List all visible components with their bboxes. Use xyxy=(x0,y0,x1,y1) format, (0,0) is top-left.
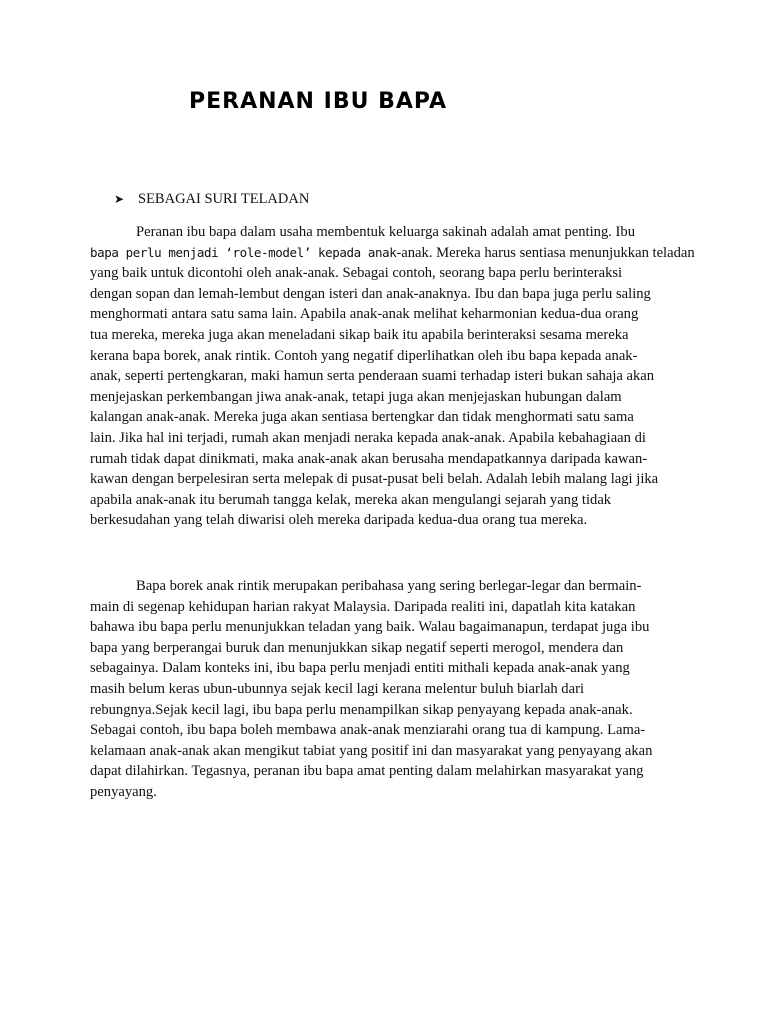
paragraph-line: menjejaskan perkembangan jiwa anak-anak, tetapi juga akan menjejaskan hubungan dalam xyxy=(90,388,622,405)
paragraph-line: kawan dengan berpelesiran serta melepak di pusat-pusat beli belah. Adalah lebih malang lagi jika xyxy=(90,471,659,488)
paragraph-line: kelamaan anak-anak akan mengikut tabiat yang positif ini dan masyarakat yang penyayang akan xyxy=(90,742,653,759)
paragraph-line: bapa yang berperangai buruk dan menunjukkan sikap negatif seperti merogol, mendera dan xyxy=(90,639,624,656)
paragraph-line: sebagainya. Dalam konteks ini, ibu bapa perlu menjadi entiti mithali kepada anak-anak yang xyxy=(90,660,630,677)
paragraph-line: penyayang. xyxy=(90,783,157,800)
section-heading-text: SEBAGAI SURI TELADAN xyxy=(138,191,310,207)
paragraph-line: lain. Jika hal ini terjadi, rumah akan menjadi neraka kepada anak-anak. Apabila kebahagiaan di xyxy=(90,429,646,446)
paragraph-1 xyxy=(90,222,695,531)
paragraph-line-fragment: bapa perlu menjadi ‘role-model’ kepada anak xyxy=(90,244,397,260)
paragraph-line: Bapa borek anak rintik merupakan peribahasa yang sering berlegar-legar dan bermain- xyxy=(136,578,642,594)
paragraph-line: rumah tidak dapat dinikmati, maka anak-anak akan berusaha mendapatkannya daripada kawan- xyxy=(90,450,648,467)
paragraph-line: menghormati antara satu sama lain. Apabila anak-anak melihat keharmonian kedua-dua orang xyxy=(90,306,639,323)
paragraph-line: bahawa ibu bapa perlu menunjukkan teladan yang baik. Walau bagaimanapun, terdapat juga ibu xyxy=(90,619,650,636)
paragraph-line: yang baik untuk dicontohi oleh anak-anak. Sebagai contoh, seorang bapa perlu berinteraksi xyxy=(90,265,623,282)
paragraph-line: anak, seperti pertengkaran, maki hamun serta penderaan suami terhadap isteri bukan sahaja akan xyxy=(90,368,655,385)
paragraph-line: Sebagai contoh, ibu bapa boleh membawa anak-anak menziarahi orang tua di kampung. Lama- xyxy=(90,722,646,739)
paragraph-line: Peranan ibu bapa dalam usaha membentuk keluarga sakinah adalah amat penting. Ibu xyxy=(136,224,635,240)
paragraph-line: dapat dilahirkan. Tegasnya, peranan ibu bapa amat penting dalam melahirkan masyarakat yang xyxy=(90,763,644,780)
paragraph-line: rebungnya.Sejak kecil lagi, ibu bapa perlu menampilkan sikap penyayang kepada anak-anak. xyxy=(90,701,633,718)
paragraph-line: kerana bapa borek, anak rintik. Contoh yang negatif diperlihatkan oleh ibu bapa kepada anak- xyxy=(90,347,638,364)
paragraph-line: masih belum keras ubun-ubunnya sejak kecil lagi kerana melentur buluh biarlah dari xyxy=(90,680,584,697)
paragraph-line: kalangan anak-anak. Mereka juga akan sentiasa bertengkar dan tidak menghormati satu sama xyxy=(90,409,634,426)
paragraph-line: main di segenap kehidupan harian rakyat Malaysia. Daripada realiti ini, dapatlah kita katakan xyxy=(90,598,636,615)
document-title: PERANAN IBU BAPA xyxy=(189,89,448,114)
paragraph-line: tua mereka, mereka juga akan meneladani sikap baik itu apabila berinteraksi sesama mereka xyxy=(90,326,629,343)
section-heading xyxy=(114,189,309,209)
paragraph-line-mixed xyxy=(90,243,695,264)
paragraph-line-fragment: -anak. Mereka harus sentiasa menunjukkan teladan xyxy=(396,244,695,261)
paragraph-line: dengan sopan dan lemah-lembut dengan isteri dan anak-anaknya. Ibu dan bapa juga perlu saling xyxy=(90,285,651,302)
arrowhead-bullet-icon: ➤ xyxy=(114,192,125,206)
paragraph-2 xyxy=(90,576,690,803)
paragraph-line: apabila anak-anak itu berumah tangga kelak, mereka akan mengulangi sejarah yang tidak xyxy=(90,491,612,508)
paragraph-line: berkesudahan yang telah diwarisi oleh mereka daripada kedua-dua orang tua mereka. xyxy=(90,512,588,529)
